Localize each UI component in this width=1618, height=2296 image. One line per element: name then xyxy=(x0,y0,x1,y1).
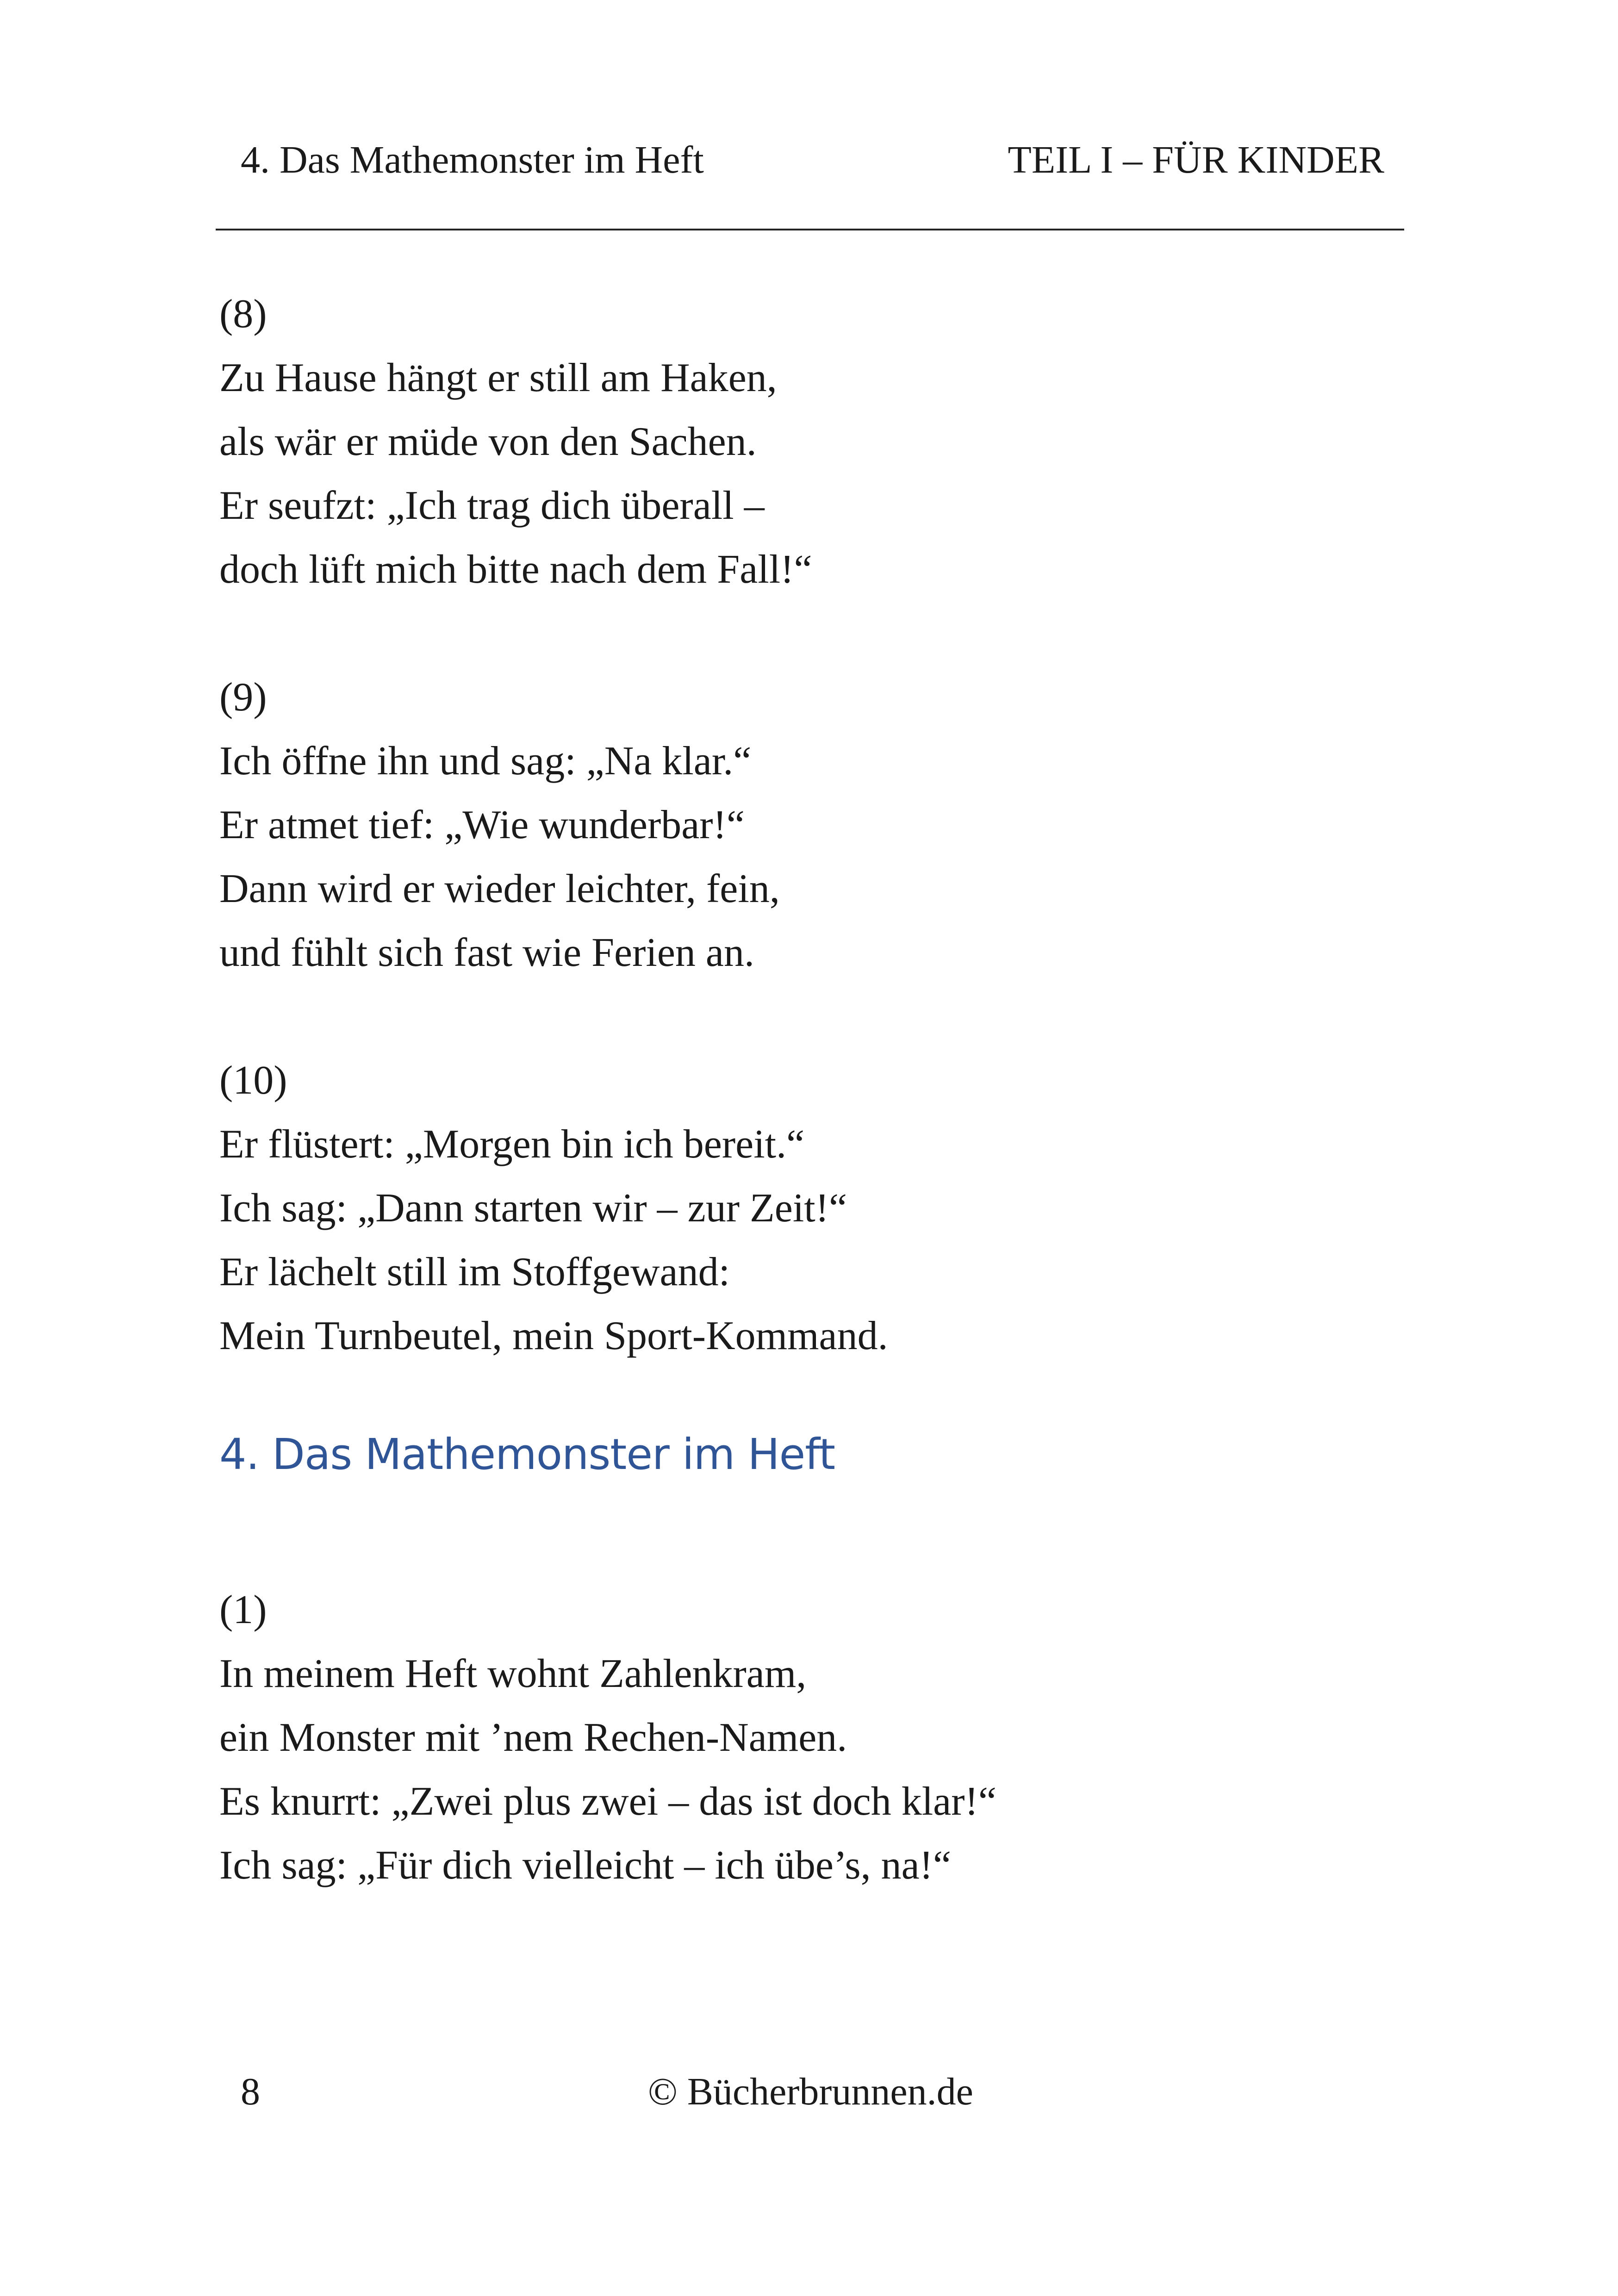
verse-line: Er lächelt still im Stoffgewand: xyxy=(219,1250,730,1294)
stanza-number: (9) xyxy=(219,675,267,720)
copyright-notice: © Bücherbrunnen.de xyxy=(648,2070,973,2113)
stanza-number: (10) xyxy=(219,1058,287,1103)
verse-line: Ich sag: „Für dich vielleicht – ich übe’s, na!“ xyxy=(219,1843,952,1888)
verse-line: Er flüstert: „Morgen bin ich bereit.“ xyxy=(219,1122,805,1167)
stanza-10 xyxy=(219,1049,1404,1368)
verse-line: Dann wird er wieder leichter, fein, xyxy=(219,866,780,911)
header-chapter-title: 4. Das Mathemonster im Heft xyxy=(241,138,704,181)
verse-line: doch lüft mich bitte nach dem Fall!“ xyxy=(219,547,812,592)
header-part-title: TEIL I – FÜR KINDER xyxy=(1008,138,1384,181)
stanza-number: (8) xyxy=(219,292,267,336)
verse-line: Es knurrt: „Zwei plus zwei – das ist doch klar!“ xyxy=(219,1779,996,1824)
page-number: 8 xyxy=(241,2070,260,2113)
verse-line: und fühlt sich fast wie Ferien an. xyxy=(219,930,754,975)
verse-line: ein Monster mit ’nem Rechen-Namen. xyxy=(219,1715,847,1760)
verse-line: Ich öffne ihn und sag: „Na klar.“ xyxy=(219,739,752,784)
verse-line: Mein Turnbeutel, mein Sport-Kommand. xyxy=(219,1313,888,1358)
verse-line: Ich sag: „Dann starten wir – zur Zeit!“ xyxy=(219,1186,847,1231)
verse-line: Er seufzt: „Ich trag dich überall – xyxy=(219,483,765,528)
verse-line: Zu Hause hängt er still am Haken, xyxy=(219,355,777,400)
stanza-number: (1) xyxy=(219,1587,267,1632)
page-content xyxy=(219,282,1404,1961)
stanza-8 xyxy=(219,282,1404,602)
running-header xyxy=(241,137,1384,183)
verse-line: In meinem Heft wohnt Zahlenkram, xyxy=(219,1651,807,1696)
stanza-1 xyxy=(219,1578,1404,1898)
verse-line: als wär er müde von den Sachen. xyxy=(219,419,757,464)
section-heading: 4. Das Mathemonster im Heft xyxy=(219,1430,835,1479)
header-divider xyxy=(216,229,1404,230)
stanza-9 xyxy=(219,666,1404,985)
running-footer xyxy=(241,2069,1384,2115)
verse-line: Er atmet tief: „Wie wunderbar!“ xyxy=(219,803,745,847)
